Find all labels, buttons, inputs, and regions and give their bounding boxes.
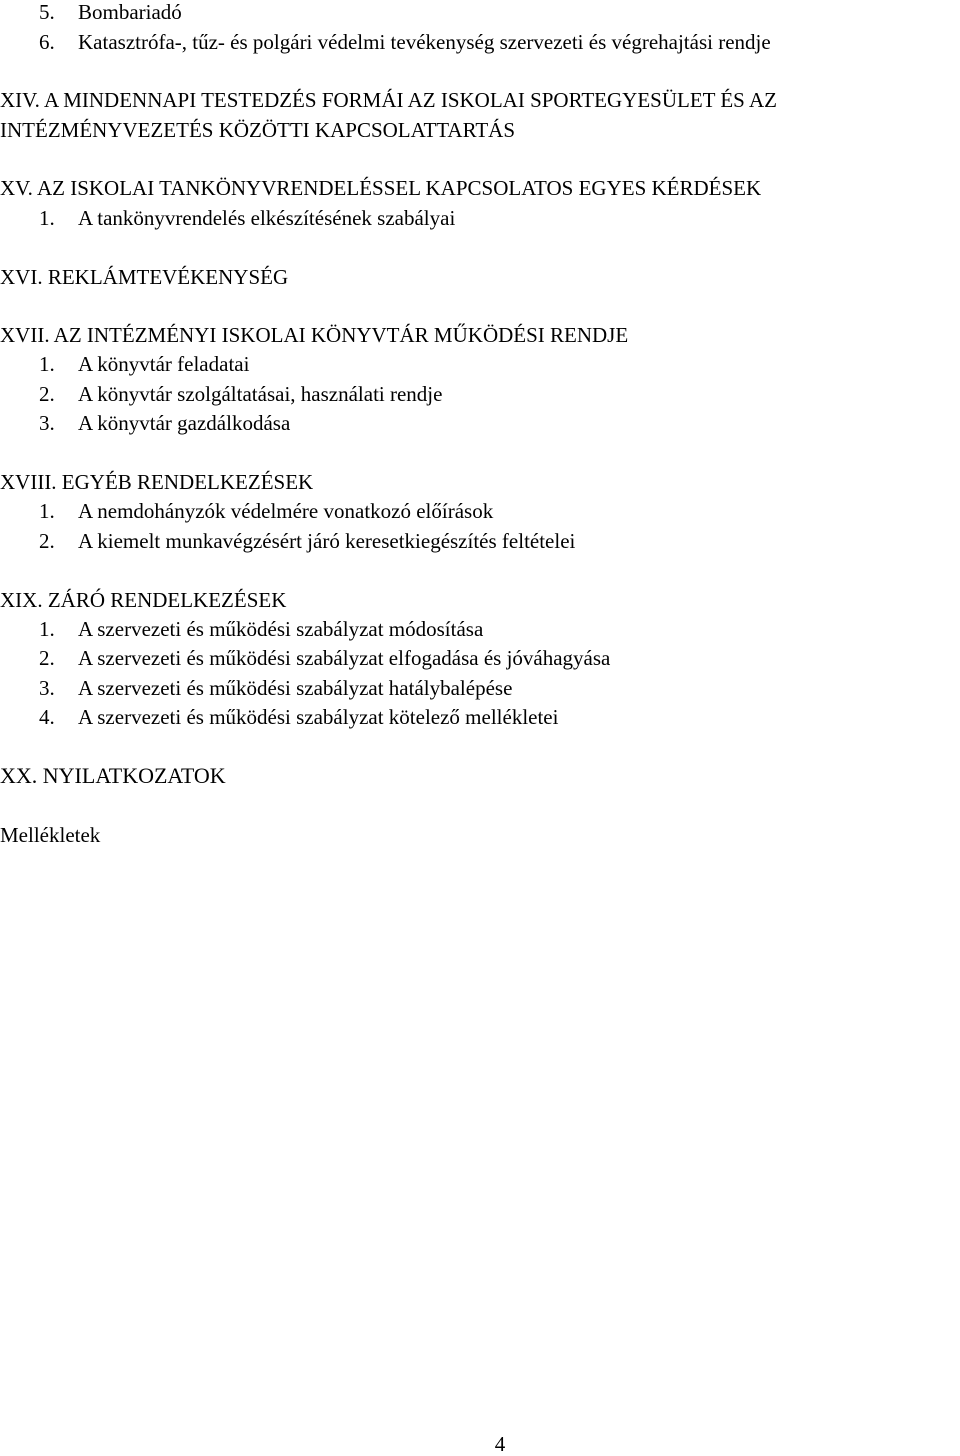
toc-item-text: Bombariadó	[78, 0, 182, 24]
toc-item-text: A nemdohányzók védelmére vonatkozó előírások	[78, 499, 494, 523]
toc-item: 6. Katasztrófa-, tűz- és polgári védelmi tevékenység szervezeti és végrehajtási rendje	[39, 30, 771, 54]
section-heading-xiv-continued: INTÉZMÉNYVEZETÉS KÖZÖTTI KAPCSOLATTARTÁS	[0, 118, 516, 142]
toc-item: 2. A szervezeti és működési szabályzat elfogadása és jóváhagyása	[39, 646, 611, 670]
section-heading-xv: XV. AZ ISKOLAI TANKÖNYVRENDELÉSSEL KAPCSOLATOS EGYES KÉRDÉSEK	[0, 176, 762, 200]
toc-item-text: A könyvtár feladatai	[78, 352, 250, 376]
toc-item-text: A szervezeti és működési szabályzat elfogadása és jóváhagyása	[78, 646, 611, 670]
toc-item-text: A könyvtár szolgáltatásai, használati rendje	[78, 382, 443, 406]
section-heading-xviii: XVIII. EGYÉB RENDELKEZÉSEK	[0, 470, 314, 494]
toc-item: 3. A szervezeti és működési szabályzat hatálybalépése	[39, 676, 513, 700]
toc-item: 4. A szervezeti és működési szabályzat kötelező mellékletei	[39, 705, 559, 729]
toc-item: 1. A tankönyvrendelés elkészítésének szabályai	[39, 206, 456, 230]
toc-item: 1. A nemdohányzók védelmére vonatkozó előírások	[39, 499, 494, 523]
toc-item: 1. A szervezeti és működési szabályzat módosítása	[39, 617, 484, 641]
toc-item-text: A könyvtár gazdálkodása	[78, 411, 291, 435]
page-number: 4	[494, 1432, 506, 1456]
toc-item-text: A szervezeti és működési szabályzat hatálybalépése	[78, 676, 513, 700]
toc-item: 2. A könyvtár szolgáltatásai, használati rendje	[39, 382, 443, 406]
section-heading-xix: XIX. ZÁRÓ RENDELKEZÉSEK	[0, 588, 287, 612]
section-heading-xvii: XVII. AZ INTÉZMÉNYI ISKOLAI KÖNYVTÁR MŰKÖDÉSI RENDJE	[0, 323, 629, 347]
toc-item: 5. Bombariadó	[39, 0, 182, 24]
toc-item: 2. A kiemelt munkavégzésért járó keresetkiegészítés feltételei	[39, 529, 576, 553]
section-heading-xvi: XVI. REKLÁMTEVÉKENYSÉG	[0, 265, 289, 289]
toc-item: 1. A könyvtár feladatai	[39, 352, 250, 376]
toc-item-text: A tankönyvrendelés elkészítésének szabályai	[78, 206, 456, 230]
section-heading-xx: XX. NYILATKOZATOK	[0, 763, 226, 788]
toc-item: 3. A könyvtár gazdálkodása	[39, 411, 291, 435]
toc-item-text: Katasztrófa-, tűz- és polgári védelmi tevékenység szervezeti és végrehajtási rendje	[78, 30, 771, 54]
toc-item-text: A kiemelt munkavégzésért járó keresetkiegészítés feltételei	[78, 529, 576, 553]
toc-item-text: A szervezeti és működési szabályzat módosítása	[78, 617, 484, 641]
section-heading-xiv: XIV. A MINDENNAPI TESTEDZÉS FORMÁI AZ ISKOLAI SPORTEGYESÜLET ÉS AZ	[0, 88, 777, 112]
attachments-heading: Mellékletek	[0, 823, 101, 847]
toc-item-text: A szervezeti és működési szabályzat kötelező mellékletei	[78, 705, 559, 729]
